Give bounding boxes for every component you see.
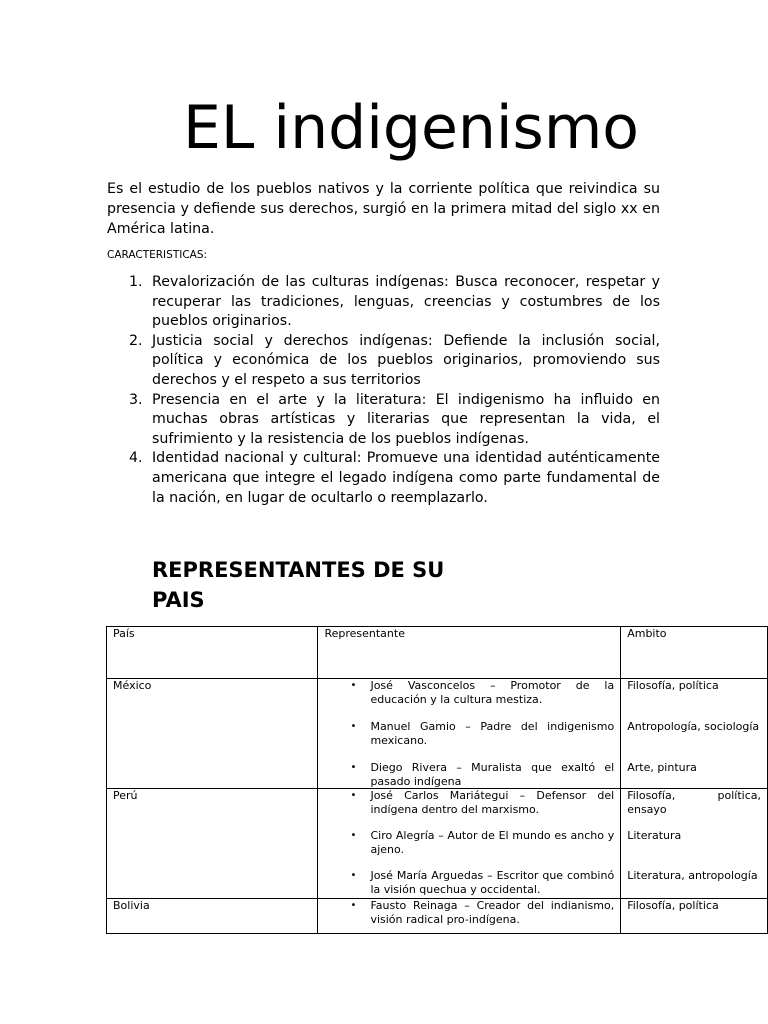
characteristics-heading: CARACTERISTICAS: <box>107 249 208 261</box>
scope-cell <box>621 789 768 899</box>
representatives-heading-line1: REPRESENTANTES DE SU <box>152 558 445 582</box>
scope-text: Filosofía, política <box>627 899 719 912</box>
country-cell: Perú <box>107 789 318 899</box>
table-row <box>107 899 768 934</box>
list-item <box>107 449 660 508</box>
bullet-icon: • <box>350 762 357 773</box>
representative-text: José María Arguedas – Escritor que combinó la visión quechua y occidental. <box>370 869 615 896</box>
representatives-cell <box>318 899 621 934</box>
representative-text: Fausto Reinaga – Creador del indianismo, visión radical pro-indígena. <box>370 899 615 926</box>
representative-text: José Vasconcelos – Promotor de la educación y la cultura mestiza. <box>370 679 615 706</box>
country-cell: Bolivia <box>107 899 318 934</box>
list-item <box>324 869 614 896</box>
list-item <box>324 899 614 926</box>
representatives-heading-line2: PAIS <box>152 588 205 612</box>
list-number: 3. <box>129 391 143 408</box>
list-item <box>324 829 614 869</box>
characteristics-list <box>107 273 660 508</box>
representatives-heading <box>152 555 660 615</box>
list-text: Identidad nacional y cultural: Promueve una identidad auténticamente americana que integre el legado indígena como parte fundamental de la nación, en lugar de ocultarlo o reemplazarlo. <box>152 450 660 506</box>
list-item <box>324 720 614 761</box>
header-representative: Representante <box>318 627 621 679</box>
list-item <box>107 332 660 391</box>
list-item <box>107 273 660 332</box>
country-cell: México <box>107 679 318 789</box>
bullet-icon: • <box>350 721 357 732</box>
bullet-icon: • <box>350 790 357 801</box>
list-text: Revalorización de las culturas indígenas: Busca reconocer, respetar y recuperar las tradiciones, lenguas, creencias y costumbres de los pueblos originarios. <box>152 274 660 330</box>
representative-text: Diego Rivera – Muralista que exaltó el pasado indígena <box>370 761 615 788</box>
list-number: 4. <box>129 450 143 467</box>
table-header-row <box>107 627 768 679</box>
scope-text: Filosofía, política, ensayo <box>627 789 761 816</box>
scope-cell <box>621 679 768 789</box>
list-text: Justicia social y derechos indígenas: Defiende la inclusión social, política y económica de los pueblos originarios, promoviendo sus derechos y el respeto a sus territorios <box>152 332 660 388</box>
scope-text: Antropología, sociología <box>627 720 760 733</box>
intro-paragraph: Es el estudio de los pueblos nativos y la corriente política que reivindica su presencia y defiende sus derechos, surgió en la primera mitad del siglo xx en América latina. <box>107 181 660 237</box>
representative-text: José Carlos Mariátegui – Defensor del indígena dentro del marxismo. <box>370 789 615 816</box>
list-number: 1. <box>129 274 143 290</box>
representatives-cell <box>318 679 621 789</box>
table-row <box>107 679 768 789</box>
scope-text: Arte, pintura <box>627 761 697 774</box>
scope-text: Literatura <box>627 829 682 842</box>
page-title: EL indigenismo <box>183 93 639 163</box>
header-country: País <box>107 627 318 679</box>
list-text: Presencia en el arte y la literatura: El indigenismo ha influido en muchas obras artísticas y literarias que representan la vida, el sufrimiento y la resistencia de los pueblos indígenas. <box>152 391 660 447</box>
representatives-table <box>106 626 768 934</box>
representative-text: Ciro Alegría – Autor de El mundo es ancho y ajeno. <box>370 829 615 856</box>
bullet-icon: • <box>350 830 357 841</box>
list-item <box>324 679 614 720</box>
list-item <box>107 391 660 450</box>
scope-text: Filosofía, política <box>627 679 719 692</box>
bullet-icon: • <box>350 900 357 911</box>
bullet-icon: • <box>350 870 357 881</box>
representatives-cell <box>318 789 621 899</box>
representative-text: Manuel Gamio – Padre del indigenismo mexicano. <box>370 720 615 747</box>
scope-text: Literatura, antropología <box>627 869 758 882</box>
list-item <box>324 761 614 788</box>
header-scope: Ambito <box>621 627 768 679</box>
scope-cell <box>621 899 768 934</box>
table-row <box>107 789 768 899</box>
list-item <box>324 789 614 829</box>
bullet-icon: • <box>350 680 357 691</box>
list-number: 2. <box>129 332 143 349</box>
